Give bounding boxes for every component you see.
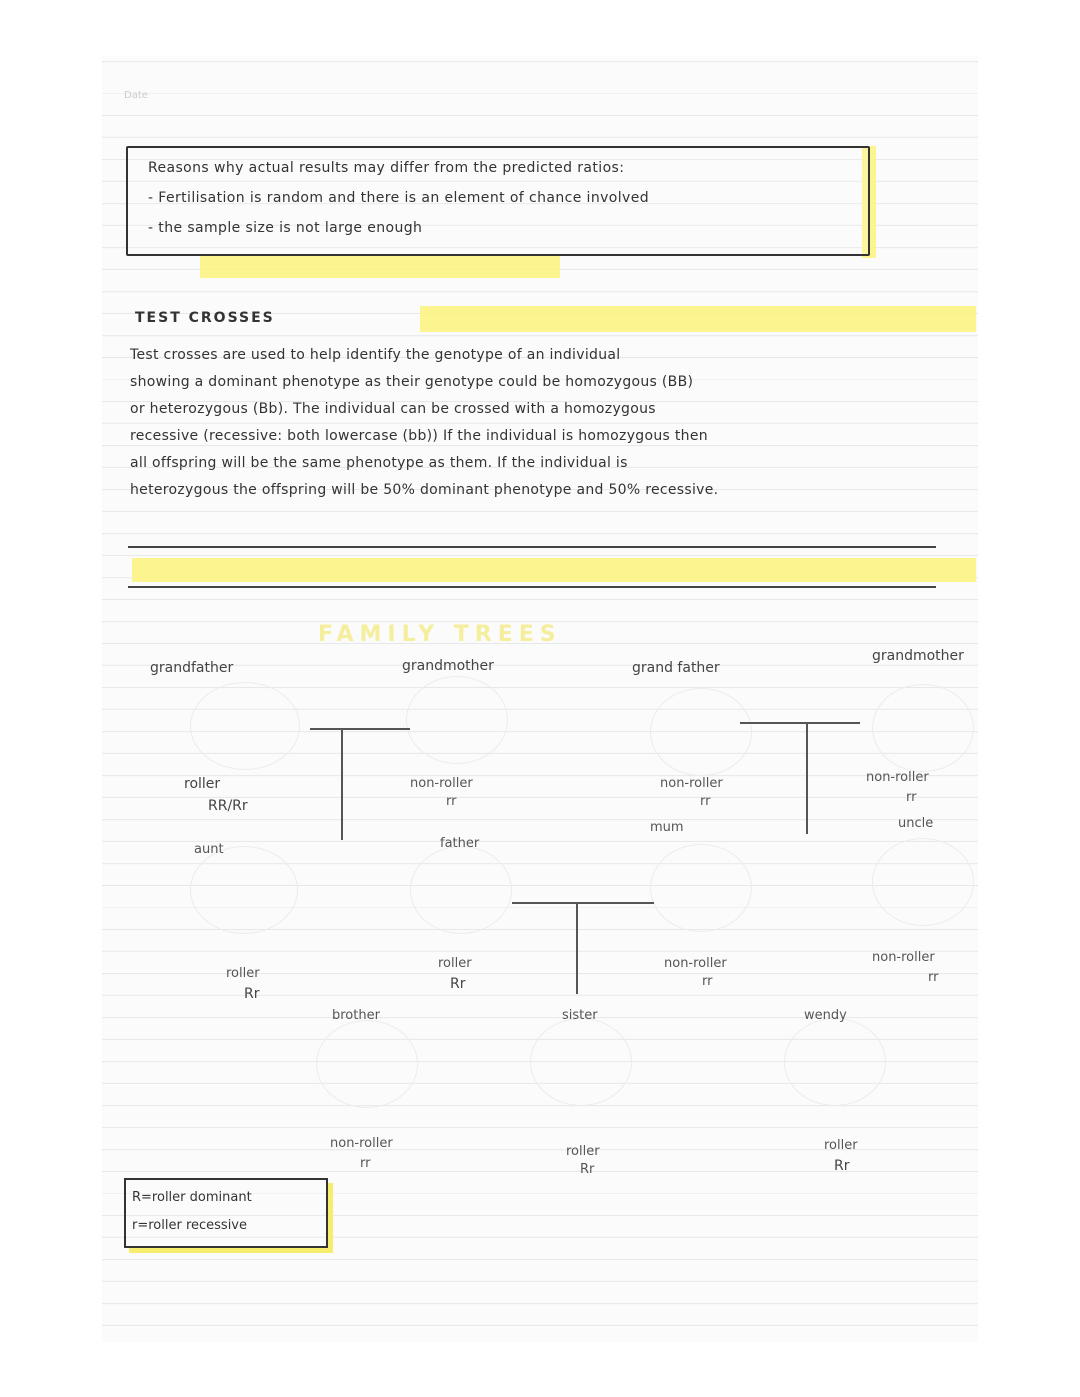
brother-genotype: rr <box>360 1156 371 1171</box>
paragraph-line-6: heterozygous the offspring will be 50% dominant phenotype and 50% recessive. <box>130 482 719 498</box>
gm2-genotype: rr <box>906 790 917 805</box>
paragraph-line-4: recessive (recessive: both lowercase (bb)) If the individual is homozygous then <box>130 428 708 444</box>
uncle-genotype: rr <box>928 970 939 985</box>
genotype-key-box <box>124 1178 328 1248</box>
marriage-line-3 <box>512 902 654 904</box>
page-corner-label: Date <box>124 90 148 101</box>
label-grandfather-1: grandfather <box>150 660 234 676</box>
paragraph-line-3: or heterozygous (Bb). The individual can be crossed with a homozygous <box>130 401 656 417</box>
gm1-phenotype: non-roller <box>410 776 473 791</box>
wendy-genotype: Rr <box>834 1158 850 1174</box>
gf1-phenotype: roller <box>184 776 221 792</box>
marriage-line-2 <box>740 722 860 724</box>
paragraph-line-5: all offspring will be the same phenotype as them. If the individual is <box>130 455 628 471</box>
gf2-phenotype: non-roller <box>660 776 723 791</box>
key-dominant: R=roller dominant <box>132 1190 252 1205</box>
descent-line-2 <box>806 722 808 834</box>
circle-wendy <box>784 1018 886 1106</box>
mum-genotype: rr <box>702 974 713 989</box>
father-phenotype: roller <box>438 956 472 971</box>
gf2-genotype: rr <box>700 794 711 809</box>
label-mum: mum <box>650 820 684 835</box>
wendy-phenotype: roller <box>824 1138 858 1153</box>
label-brother: brother <box>332 1008 380 1023</box>
father-genotype: Rr <box>450 976 466 992</box>
circle-aunt <box>190 846 298 934</box>
divider-top <box>128 546 936 548</box>
highlight-divider <box>132 558 976 582</box>
sister-genotype: Rr <box>580 1162 595 1177</box>
uncle-phenotype: non-roller <box>872 950 935 965</box>
label-sister: sister <box>562 1008 598 1023</box>
circle-grandmother-2 <box>872 684 974 772</box>
circle-sister <box>530 1018 632 1106</box>
circle-grandfather-2 <box>650 688 752 776</box>
gf1-genotype: RR/Rr <box>208 798 248 814</box>
circle-father <box>410 846 512 934</box>
gm2-phenotype: non-roller <box>866 770 929 785</box>
mum-phenotype: non-roller <box>664 956 727 971</box>
highlight-reasons <box>200 254 560 278</box>
gm1-genotype: rr <box>446 794 457 809</box>
paragraph-line-2: showing a dominant phenotype as their genotype could be homozygous (BB) <box>130 374 694 390</box>
test-crosses-heading: TEST CROSSES <box>135 310 275 326</box>
marriage-line-1 <box>310 728 410 730</box>
reasons-heading: Reasons why actual results may differ from the predicted ratios: <box>148 160 625 176</box>
highlight-test-heading <box>420 306 976 332</box>
descent-line-3 <box>576 902 578 994</box>
reason-point-2: - the sample size is not large enough <box>148 220 423 236</box>
circle-mum <box>650 844 752 932</box>
divider-bottom <box>128 586 936 588</box>
label-father: father <box>440 836 480 851</box>
paragraph-line-1: Test crosses are used to help identify the genotype of an individual <box>130 347 621 363</box>
brother-phenotype: non-roller <box>330 1136 393 1151</box>
aunt-genotype: Rr <box>244 986 260 1002</box>
family-trees-title: FAMILY TREES <box>318 622 562 647</box>
descent-line-1 <box>341 728 343 840</box>
circle-grandmother-1 <box>406 676 508 764</box>
label-grandfather-2: grand father <box>632 660 720 676</box>
test-crosses-paragraph <box>130 342 950 504</box>
label-grandmother-2: grandmother <box>872 648 964 664</box>
label-aunt: aunt <box>194 842 224 857</box>
circle-uncle <box>872 838 974 926</box>
aunt-phenotype: roller <box>226 966 260 981</box>
reasons-box <box>126 146 870 256</box>
reason-point-1: - Fertilisation is random and there is an element of chance involved <box>148 190 650 206</box>
label-uncle: uncle <box>898 816 934 831</box>
label-grandmother-1: grandmother <box>402 658 494 674</box>
label-wendy: wendy <box>804 1008 847 1023</box>
circle-brother <box>316 1020 418 1108</box>
circle-grandfather-1 <box>190 682 300 770</box>
sister-phenotype: roller <box>566 1144 600 1159</box>
key-recessive: r=roller recessive <box>132 1218 248 1233</box>
